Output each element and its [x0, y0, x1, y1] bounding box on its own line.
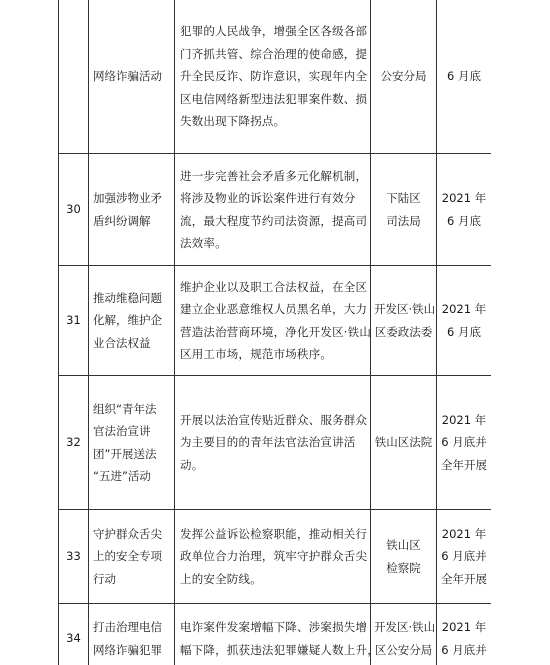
task-description-line: 将涉及物业的诉讼案件进行有效分 — [180, 191, 356, 205]
task-name-line: 团”开展送法 — [93, 446, 157, 461]
task-name-line: 化解，维护企 — [93, 313, 162, 328]
row-number-cell — [59, 266, 89, 376]
task-name-line: 加强涉物业矛 — [93, 191, 162, 205]
responsible-unit-line: 区公安分局 — [374, 642, 433, 657]
responsible-unit-cell — [371, 0, 437, 154]
task-description-line: 区电信网络新型违法犯罪案件数、损 — [180, 91, 368, 106]
task-description-line: 进一步完善社会矛盾多元化解机制， — [180, 168, 368, 183]
task-name-line: 网络诈骗犯罪 — [93, 642, 162, 657]
task-description-line: 维护企业以及职工合法权益，在全区 — [180, 279, 368, 294]
row-number-cell — [59, 0, 89, 154]
document-page — [58, 0, 491, 665]
row-number: 31 — [66, 313, 81, 328]
responsible-unit-line: 下陆区 — [386, 191, 421, 205]
task-description-cell — [175, 154, 371, 266]
deadline-line: 2021 年 — [441, 620, 487, 634]
table-row — [59, 266, 492, 376]
deadline-line: 6 月底 — [447, 69, 481, 84]
task-name-line: 行动 — [93, 571, 116, 586]
deadline-line: 6 月底并 — [441, 549, 487, 564]
row-number-cell — [59, 510, 89, 604]
deadline-line: 2021 年 — [441, 526, 487, 541]
deadline-line: 6 月底并 — [441, 435, 487, 450]
deadline-cell — [437, 0, 492, 154]
task-description-line: 流，最大程度节约司法资源，提高司 — [180, 213, 368, 228]
task-description-line: 幅下降，抓获违法犯罪嫌疑人数上升， — [180, 642, 379, 657]
task-description-line: 建立企业恶意维权人员黑名单，大力 — [180, 302, 368, 316]
task-description-cell — [175, 376, 371, 510]
table-row — [59, 376, 492, 510]
deadline-cell — [437, 604, 492, 665]
task-name-line: 盾纠纷调解 — [93, 213, 151, 228]
row-number: 30 — [66, 202, 81, 217]
deadline-line: 全年开展 — [441, 457, 487, 472]
task-name-cell — [89, 604, 175, 665]
task-description-line: 门齐抓共管、综合治理的使命感，提 — [180, 46, 368, 61]
task-description-line: 升全民反诈、防诈意识，实现年内全 — [180, 69, 368, 84]
task-description-line: 营造法治营商环境，净化开发区·铁山 — [180, 324, 372, 339]
responsible-unit-line: 铁山区法院 — [374, 435, 433, 450]
deadline-cell — [437, 266, 492, 376]
task-description-line: 法效率。 — [180, 236, 227, 250]
responsible-unit-line: 司法局 — [386, 213, 421, 228]
responsible-unit-cell — [371, 266, 437, 376]
task-description-line: 失数出现下降拐点。 — [180, 114, 286, 129]
responsible-unit-cell — [371, 604, 437, 665]
deadline-cell — [437, 376, 492, 510]
table-row — [59, 604, 492, 665]
task-name-line: 上的安全专项 — [93, 549, 162, 564]
row-number-cell — [59, 154, 89, 266]
task-name-line: 推动维稳问题 — [93, 290, 162, 305]
row-number-cell — [59, 604, 89, 665]
task-name-line: 打击治理电信 — [93, 620, 162, 634]
responsible-unit-line: 开发区·铁山 — [374, 302, 436, 316]
table-row — [59, 510, 492, 604]
responsible-unit-cell — [371, 510, 437, 604]
deadline-line: 6 月底 — [447, 213, 481, 228]
responsible-unit-line: 公安分局 — [380, 69, 427, 84]
deadline-line: 6 月底 — [447, 324, 481, 339]
work-plan-table — [58, 0, 491, 665]
task-name-line: 组织“青年法 — [93, 401, 157, 416]
responsible-unit-line: 铁山区 — [386, 538, 421, 552]
task-description-cell — [175, 510, 371, 604]
task-description-line: 电诈案件发案增幅下降、涉案损失增 — [180, 620, 368, 634]
task-description-line: 发挥公益诉讼检察职能，推动相关行 — [180, 526, 368, 541]
deadline-line: 2021 年 — [441, 191, 487, 205]
task-description-line: 为主要目的的青年法官法治宣讲活 — [180, 435, 356, 450]
responsible-unit-line: 检察院 — [386, 560, 421, 575]
task-name-line: 官法治宣讲 — [93, 424, 151, 438]
task-description-cell — [175, 604, 379, 665]
table-row — [59, 0, 492, 154]
task-description-cell — [175, 266, 371, 376]
task-name-line: “五进”活动 — [93, 469, 151, 483]
row-number-cell — [59, 376, 89, 510]
task-description-line: 动。 — [180, 457, 204, 472]
task-description-cell — [175, 0, 371, 154]
deadline-line: 2021 年 — [441, 302, 487, 316]
task-name-line: 守护群众舌尖 — [93, 526, 162, 541]
task-name-line: 业合法权益 — [93, 335, 151, 350]
task-name-cell — [89, 510, 175, 604]
task-name-cell — [89, 376, 175, 510]
deadline-cell — [437, 154, 492, 266]
task-name-cell — [89, 154, 175, 266]
deadline-cell — [437, 510, 492, 604]
deadline-line: 6 月底并 — [441, 642, 487, 657]
deadline-line: 全年开展 — [441, 571, 487, 586]
responsible-unit-cell — [371, 376, 437, 510]
responsible-unit-cell — [371, 154, 437, 266]
task-description-line: 开展以法治宣传贴近群众、服务群众 — [180, 412, 368, 427]
task-name-cell — [89, 0, 175, 154]
row-number: 34 — [66, 631, 81, 646]
task-description-line: 区用工市场，规范市场秩序。 — [180, 347, 333, 361]
table-row — [59, 154, 492, 266]
responsible-unit-line: 区委政法委 — [374, 324, 433, 339]
responsible-unit-line: 开发区·铁山 — [374, 620, 436, 634]
row-number: 33 — [66, 549, 81, 564]
task-name-cell — [89, 266, 175, 376]
task-description-line: 犯罪的人民战争，增强全区各级各部 — [180, 24, 368, 39]
task-description-line: 政单位合力治理，筑牢守护群众舌尖 — [180, 549, 368, 564]
task-name-line: 网络诈骗活动 — [93, 69, 162, 84]
task-description-line: 上的安全防线。 — [180, 571, 262, 586]
deadline-line: 2021 年 — [441, 412, 487, 427]
row-number: 32 — [66, 435, 81, 450]
